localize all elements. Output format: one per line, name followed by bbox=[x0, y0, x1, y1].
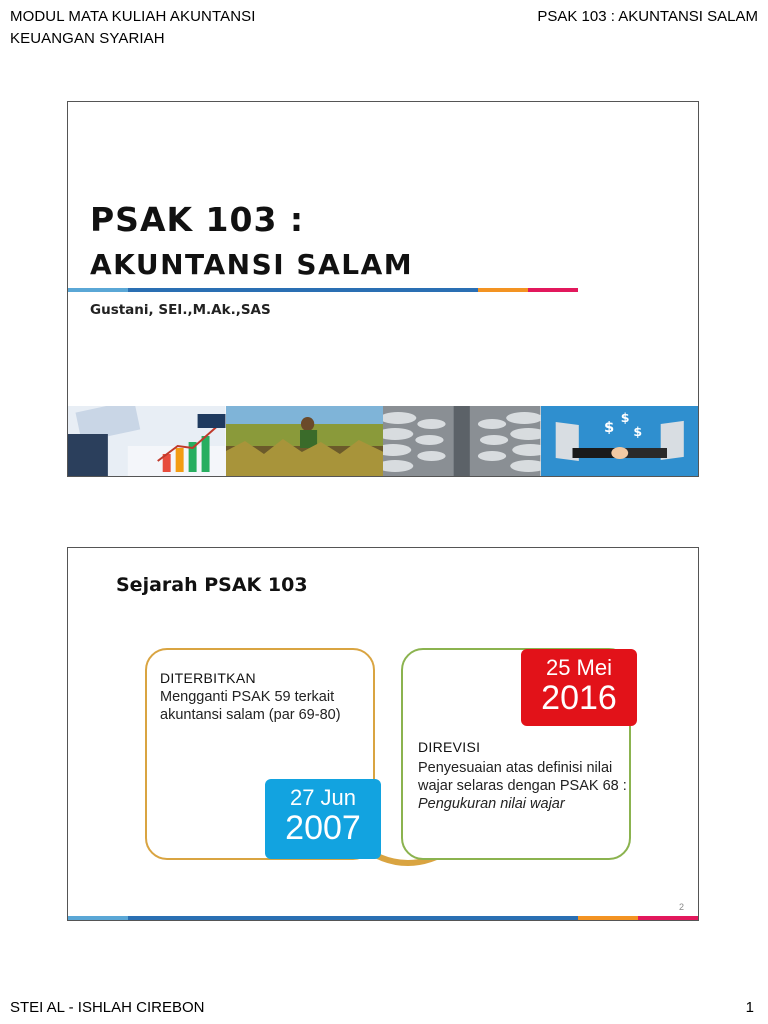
issued-description: Mengganti PSAK 59 terkait akuntansi salam (par 69-80) bbox=[160, 689, 341, 723]
history-slide bbox=[67, 547, 699, 921]
svg-text:$: $ bbox=[603, 420, 614, 436]
accent-bar bbox=[68, 288, 578, 292]
page-number: 1 bbox=[745, 999, 754, 1016]
accent-bar-segment bbox=[478, 288, 528, 292]
slide-title: PSAK 103 : bbox=[90, 200, 305, 239]
date-badge-2007 bbox=[265, 779, 381, 859]
revised-description bbox=[418, 759, 628, 813]
revised-heading: DIREVISI bbox=[418, 739, 481, 755]
revised-description-text: Penyesuaian atas definisi nilai wajar selaras dengan PSAK 68 : bbox=[418, 760, 627, 794]
date-badge-2016 bbox=[521, 649, 637, 726]
photo-strip bbox=[68, 406, 698, 476]
page-header-right: PSAK 103 : AKUNTANSI SALAM bbox=[537, 8, 758, 25]
rice-farmer-photo bbox=[226, 406, 384, 476]
page-header-left: MODUL MATA KULIAH AKUNTANSI KEUANGAN SYARIAH bbox=[10, 8, 256, 47]
badge-day: 27 Jun bbox=[289, 785, 357, 810]
accent-bar-segment bbox=[638, 916, 698, 920]
rice-sacks-warehouse-photo bbox=[383, 406, 541, 476]
handshake-money-photo bbox=[541, 406, 699, 476]
badge-year: 2016 bbox=[541, 679, 617, 717]
business-chart-photo bbox=[68, 406, 226, 476]
issued-heading: DITERBITKAN bbox=[160, 670, 256, 686]
svg-text:$: $ bbox=[632, 425, 642, 439]
slide-number: 2 bbox=[678, 902, 684, 912]
accent-bar-segment bbox=[528, 288, 578, 292]
badge-year: 2007 bbox=[285, 809, 361, 847]
accent-bar bbox=[68, 916, 698, 920]
svg-text:$: $ bbox=[620, 411, 630, 425]
accent-bar-segment bbox=[68, 916, 128, 920]
badge-day: 25 Mei bbox=[545, 655, 613, 680]
title-slide bbox=[67, 101, 699, 477]
accent-bar-segment bbox=[128, 288, 478, 292]
revised-description-italic: Pengukuran nilai wajar bbox=[418, 796, 565, 812]
accent-bar-segment bbox=[128, 916, 578, 920]
page-footer-left: STEI AL - ISHLAH CIREBON bbox=[10, 999, 205, 1016]
accent-bar-segment bbox=[68, 288, 128, 292]
slide-title: Sejarah PSAK 103 bbox=[116, 574, 308, 596]
author-name: Gustani, SEI.,M.Ak.,SAS bbox=[90, 302, 271, 318]
slide-subtitle: AKUNTANSI SALAM bbox=[90, 248, 414, 281]
accent-bar-segment bbox=[578, 916, 638, 920]
